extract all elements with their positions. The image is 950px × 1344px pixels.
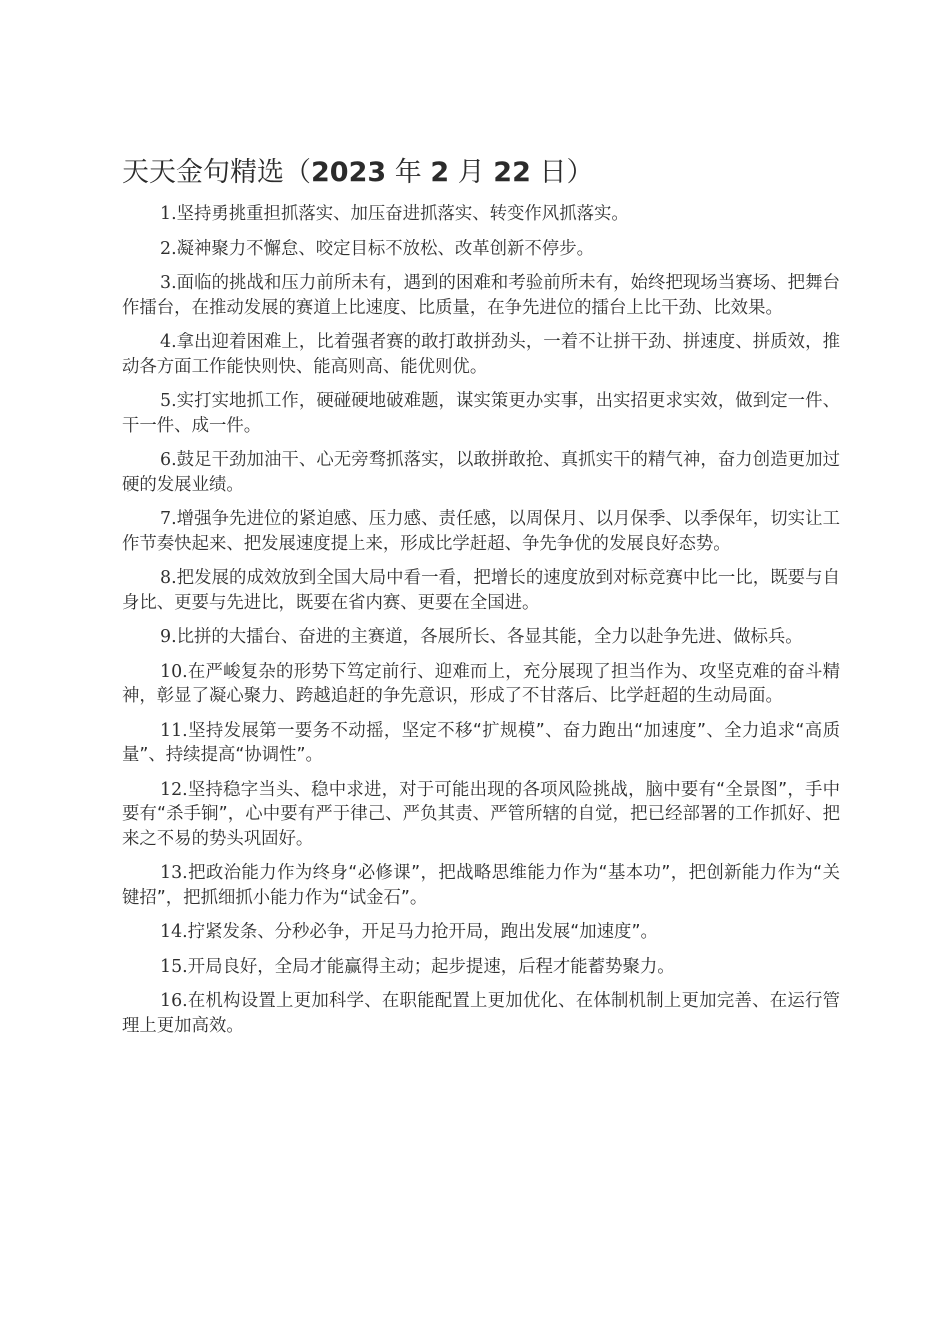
quote-text: 拧紧发条、分秒必争，开足马力抢开局，跑出发展“加速度”。	[187, 922, 658, 942]
quote-number: 8.	[160, 568, 177, 588]
quote-item	[122, 920, 840, 945]
title-year-suffix: 年	[386, 157, 431, 188]
quote-number: 13.	[160, 863, 188, 883]
quote-text: 把政治能力作为终身“必修课”，把战略思维能力作为“基本功”，把创新能力作为“关键招”，把抓细抓小能力作为“试金石”。	[122, 863, 840, 908]
title-month: 2	[430, 157, 450, 188]
quote-text: 坚持发展第一要务不动摇，坚定不移“扩规模”、奋力跑出“加速度”、全力追求“高质量”、持续提高“协调性”。	[122, 720, 840, 765]
quote-number: 1.	[160, 204, 177, 224]
quote-text: 拿出迎着困难上，比着强者赛的敢打敢拼劲头，一着不让拼干劲、拼速度、拼质效，推动各方面工作能快则快、能高则高、能优则优。	[122, 332, 840, 377]
title-year: 2023	[311, 157, 387, 188]
title-day-suffix: 日）	[530, 157, 594, 188]
quote-item	[122, 330, 840, 379]
quote-text: 比拼的大擂台、奋进的主赛道，各展所长、各显其能，全力以赴争先进、做标兵。	[176, 627, 803, 647]
document-body	[122, 150, 840, 1048]
title-day: 22	[493, 157, 531, 188]
quote-number: 10.	[160, 661, 188, 682]
quote-item	[122, 955, 840, 980]
quote-number: 9.	[160, 627, 177, 647]
quote-item	[122, 625, 840, 650]
quote-text: 面临的挑战和压力前所未有，遇到的困难和考验前所未有，始终把现场当赛场、把舞台作擂台，在推动发展的赛道上比速度、比质量，在争先进位的擂台上比干劲、比效果。	[122, 273, 840, 318]
quote-text: 坚持稳字当头、稳中求进，对于可能出现的各项风险挑战，脑中要有“全景图”，手中要有“杀手锏”，心中要有严于律己、严负其责、严管所辖的自觉，把已经部署的工作抓好、把来之不易的势头巩固好。	[122, 779, 840, 849]
title-prefix: 天天金句精选（	[122, 157, 311, 188]
quote-text: 在严峻复杂的形势下笃定前行、迎难而上，充分展现了担当作为、攻坚克难的奋斗精神，彰显了凝心聚力、跨越追赶的争先意识，形成了不甘落后、比学赶超的生动局面。	[122, 661, 840, 706]
quote-item	[122, 660, 840, 709]
quote-item	[122, 989, 840, 1038]
quote-text: 凝神聚力不懈怠、咬定目标不放松、改革创新不停步。	[176, 238, 594, 259]
quote-number: 16.	[160, 991, 188, 1011]
quote-number: 12.	[160, 779, 188, 800]
quote-item	[122, 719, 840, 768]
quote-number: 14.	[160, 922, 188, 942]
quote-item	[122, 566, 840, 615]
quote-text: 把发展的成效放到全国大局中看一看，把增长的速度放到对标竞赛中比一比，既要与自身比、更要与先进比，既要在省内赛、更要在全国进。	[122, 568, 840, 613]
quote-text: 坚持勇挑重担抓落实、加压奋进抓落实、转变作风抓落实。	[176, 204, 629, 224]
page-title	[122, 150, 840, 196]
quote-number: 15.	[160, 956, 188, 977]
quote-number: 7.	[160, 509, 177, 529]
quote-number: 11.	[160, 720, 188, 741]
quote-number: 6.	[160, 450, 177, 470]
quote-item	[122, 202, 840, 227]
quote-item	[122, 271, 840, 320]
quote-number: 3.	[160, 273, 177, 293]
quote-text: 实打实地抓工作，硬碰硬地破难题，谋实策更办实事，出实招更求实效，做到定一件、干一件、成一件。	[122, 391, 840, 436]
quote-item	[122, 861, 840, 910]
quote-number: 5.	[160, 391, 177, 411]
quote-text: 开局良好，全局才能赢得主动；起步提速，后程才能蓄势聚力。	[187, 956, 675, 977]
quote-number: 4.	[160, 332, 177, 352]
quote-number: 2.	[160, 238, 177, 259]
quote-text: 鼓足干劲加油干、心无旁骛抓落实，以敢拼敢抢、真抓实干的精气神，奋力创造更加过硬的发展业绩。	[122, 450, 840, 495]
quote-item	[122, 778, 840, 852]
quote-text: 增强争先进位的紧迫感、压力感、责任感，以周保月、以月保季、以季保年，切实让工作节奏快起来、把发展速度提上来，形成比学赶超、争先争优的发展良好态势。	[122, 509, 840, 554]
quote-item	[122, 448, 840, 497]
quote-item	[122, 237, 840, 262]
title-month-suffix: 月	[449, 157, 494, 188]
quote-item	[122, 389, 840, 438]
quote-text: 在机构设置上更加科学、在职能配置上更加优化、在体制机制上更加完善、在运行管理上更加高效。	[122, 991, 840, 1036]
quote-item	[122, 507, 840, 556]
